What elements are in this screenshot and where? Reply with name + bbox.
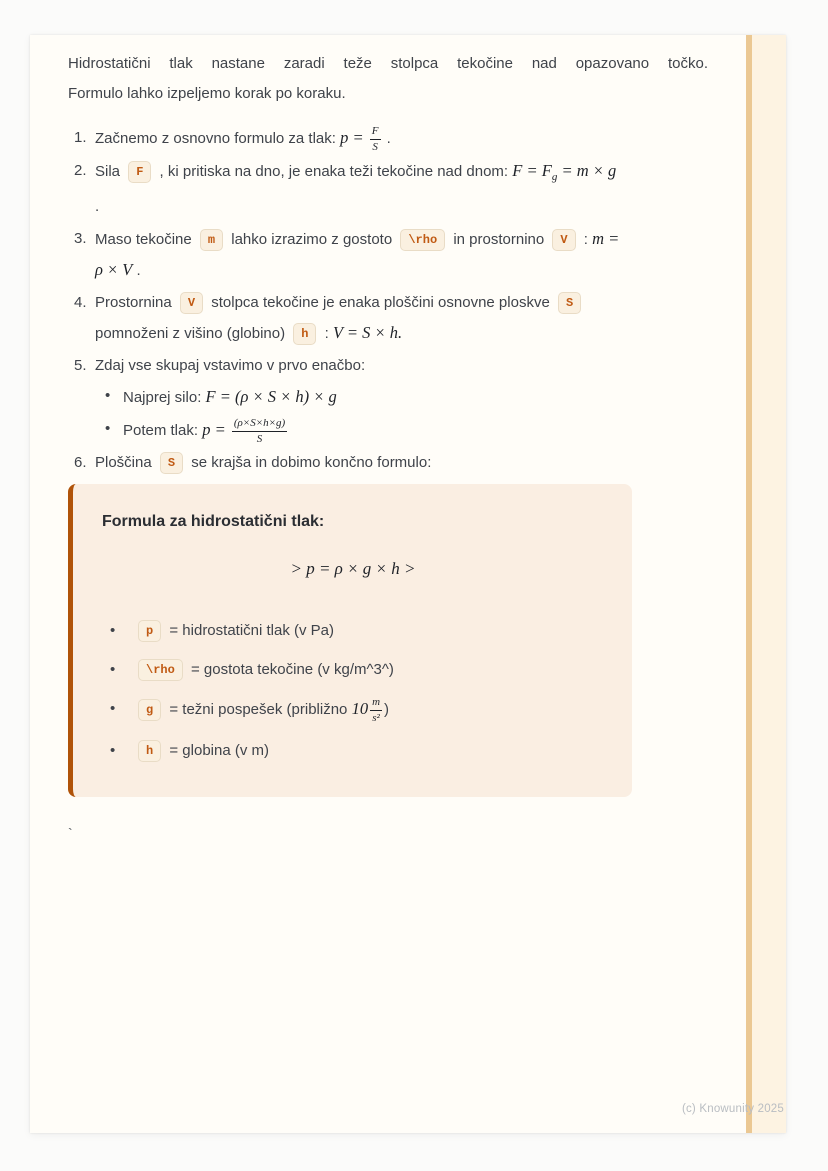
fraction [370, 126, 381, 153]
inline-code-badge: \rho [400, 229, 445, 251]
math-text: 10 [351, 699, 369, 718]
list-item-number: 1. [74, 129, 87, 146]
math-text: p = [202, 420, 230, 439]
inline-code-badge: F [128, 161, 151, 183]
sub-bullet-item [95, 382, 708, 413]
list-item-text [95, 351, 708, 381]
body-text: Maso tekočine [95, 231, 196, 248]
body-text: Začnemo z osnovno formulo za tlak: [95, 130, 341, 147]
list-item-step-4 [68, 288, 708, 349]
legend-item [102, 697, 604, 724]
body-text: = gostota tekočine (v kg/m^3^) [186, 661, 394, 678]
math-text: p = [340, 128, 368, 147]
list-item-number: 2. [74, 162, 87, 179]
body-text: lahko izrazimo z gostoto [227, 231, 397, 248]
math-subscript: g [551, 171, 558, 183]
legend-item [102, 619, 604, 643]
list-item-continuation [95, 192, 708, 222]
body-text: = globina (v m) [165, 742, 269, 759]
body-text: Potem tlak: [123, 422, 203, 439]
fraction-numerator: m [370, 697, 382, 711]
body-text: . [382, 130, 391, 147]
math-text: F = F [512, 161, 552, 180]
inline-code-badge: V [180, 292, 203, 314]
list-item-text [95, 156, 708, 192]
math-text: m = [592, 229, 620, 248]
fraction-numerator: (ρ×S×h×g) [232, 418, 287, 432]
bullet-icon: • [105, 387, 111, 404]
list-item-step-1 [68, 123, 708, 154]
legend-list [102, 619, 604, 763]
body-text: ) [384, 701, 390, 718]
body-text: . [95, 198, 100, 215]
fraction-denominator: S [256, 433, 263, 445]
list-item-number: 5. [74, 357, 87, 374]
body-text: Zdaj vse skupaj vstavimo v prvo enačbo: [95, 357, 366, 374]
fraction-denominator: S [372, 141, 378, 153]
inline-code-badge: h [293, 323, 316, 345]
list-item-step-5 [68, 351, 708, 446]
body-text: se krajša in dobimo končno formulo: [187, 454, 432, 471]
bullet-icon: • [105, 420, 111, 437]
fraction [232, 418, 287, 445]
body-text: stolpca tekočine je enaka ploščini osnovne ploskve [207, 294, 554, 311]
legend-item [102, 658, 604, 682]
intro-line-2: Formulo lahko izpeljemo korak po koraku. [68, 85, 346, 102]
math-text: = m × g [557, 161, 617, 180]
list-item-continuation [95, 255, 708, 286]
list-item-number: 6. [74, 454, 87, 471]
list-item-number: 4. [74, 294, 87, 311]
fraction-denominator: s² [372, 712, 380, 724]
inline-code-badge: h [138, 740, 161, 762]
formula-callout [68, 484, 632, 797]
list-item-step-2 [68, 156, 708, 222]
body-text: . [132, 262, 141, 279]
inline-code-badge: g [138, 699, 161, 721]
inline-code-badge: S [558, 292, 581, 314]
bullet-icon: • [110, 742, 116, 759]
intro-paragraph [68, 49, 708, 109]
body-text: : [579, 231, 593, 248]
bullet-icon: • [110, 661, 116, 678]
body-text: Najprej silo: [123, 389, 206, 406]
stray-backtick: ` [68, 825, 73, 841]
document-page [30, 35, 786, 1133]
sub-bullet-item [95, 415, 708, 446]
inline-code-badge: m [200, 229, 223, 251]
derivation-list [68, 123, 708, 478]
callout-title: Formula za hidrostatični tlak: [102, 513, 325, 530]
body-text: , ki pritiska na dno, je enaka teži tekočine nad dnom: [155, 163, 513, 180]
list-item-continuation [95, 318, 708, 349]
sub-bullet-list [95, 382, 708, 446]
inline-code-badge: p [138, 620, 161, 642]
math-text: F = (ρ × S × h) × g [205, 387, 337, 406]
body-text: in prostornino [449, 231, 549, 248]
body-text: pomnoženi z višino (globino) [95, 325, 290, 342]
inline-code-badge: V [552, 229, 575, 251]
inline-code-badge: \rho [138, 659, 183, 681]
list-item-text [95, 448, 708, 478]
list-item-text [95, 224, 708, 255]
intro-line-1: Hidrostatični tlak nastane zaradi teže stolpca tekočine nad opazovano točko. [68, 55, 708, 72]
legend-item [102, 739, 604, 763]
list-item-text [95, 288, 708, 318]
list-item-step-3 [68, 224, 708, 286]
copyright-note: (c) Knowunity 2025 [681, 1103, 784, 1115]
bullet-icon: • [110, 622, 116, 639]
bullet-icon: • [110, 700, 116, 717]
body-text: = težni pospešek (približno [165, 701, 352, 718]
body-text: Sila [95, 163, 125, 180]
math-text: V = S × h. [333, 323, 403, 342]
fraction-numerator: F [370, 126, 381, 140]
document-content [30, 35, 786, 845]
body-text: Ploščina [95, 454, 156, 471]
body-text: : [320, 325, 333, 342]
list-item-text [95, 123, 708, 154]
body-text: Prostornina [95, 294, 176, 311]
list-item-step-6 [68, 448, 708, 478]
inline-code-badge: S [160, 452, 183, 474]
list-item-number: 3. [74, 230, 87, 247]
hydrostatic-formula: > p = ρ × g × h > [290, 559, 416, 578]
math-text: ρ × V [95, 260, 133, 279]
fraction [370, 697, 382, 724]
body-text: = hidrostatični tlak (v Pa) [165, 622, 335, 639]
